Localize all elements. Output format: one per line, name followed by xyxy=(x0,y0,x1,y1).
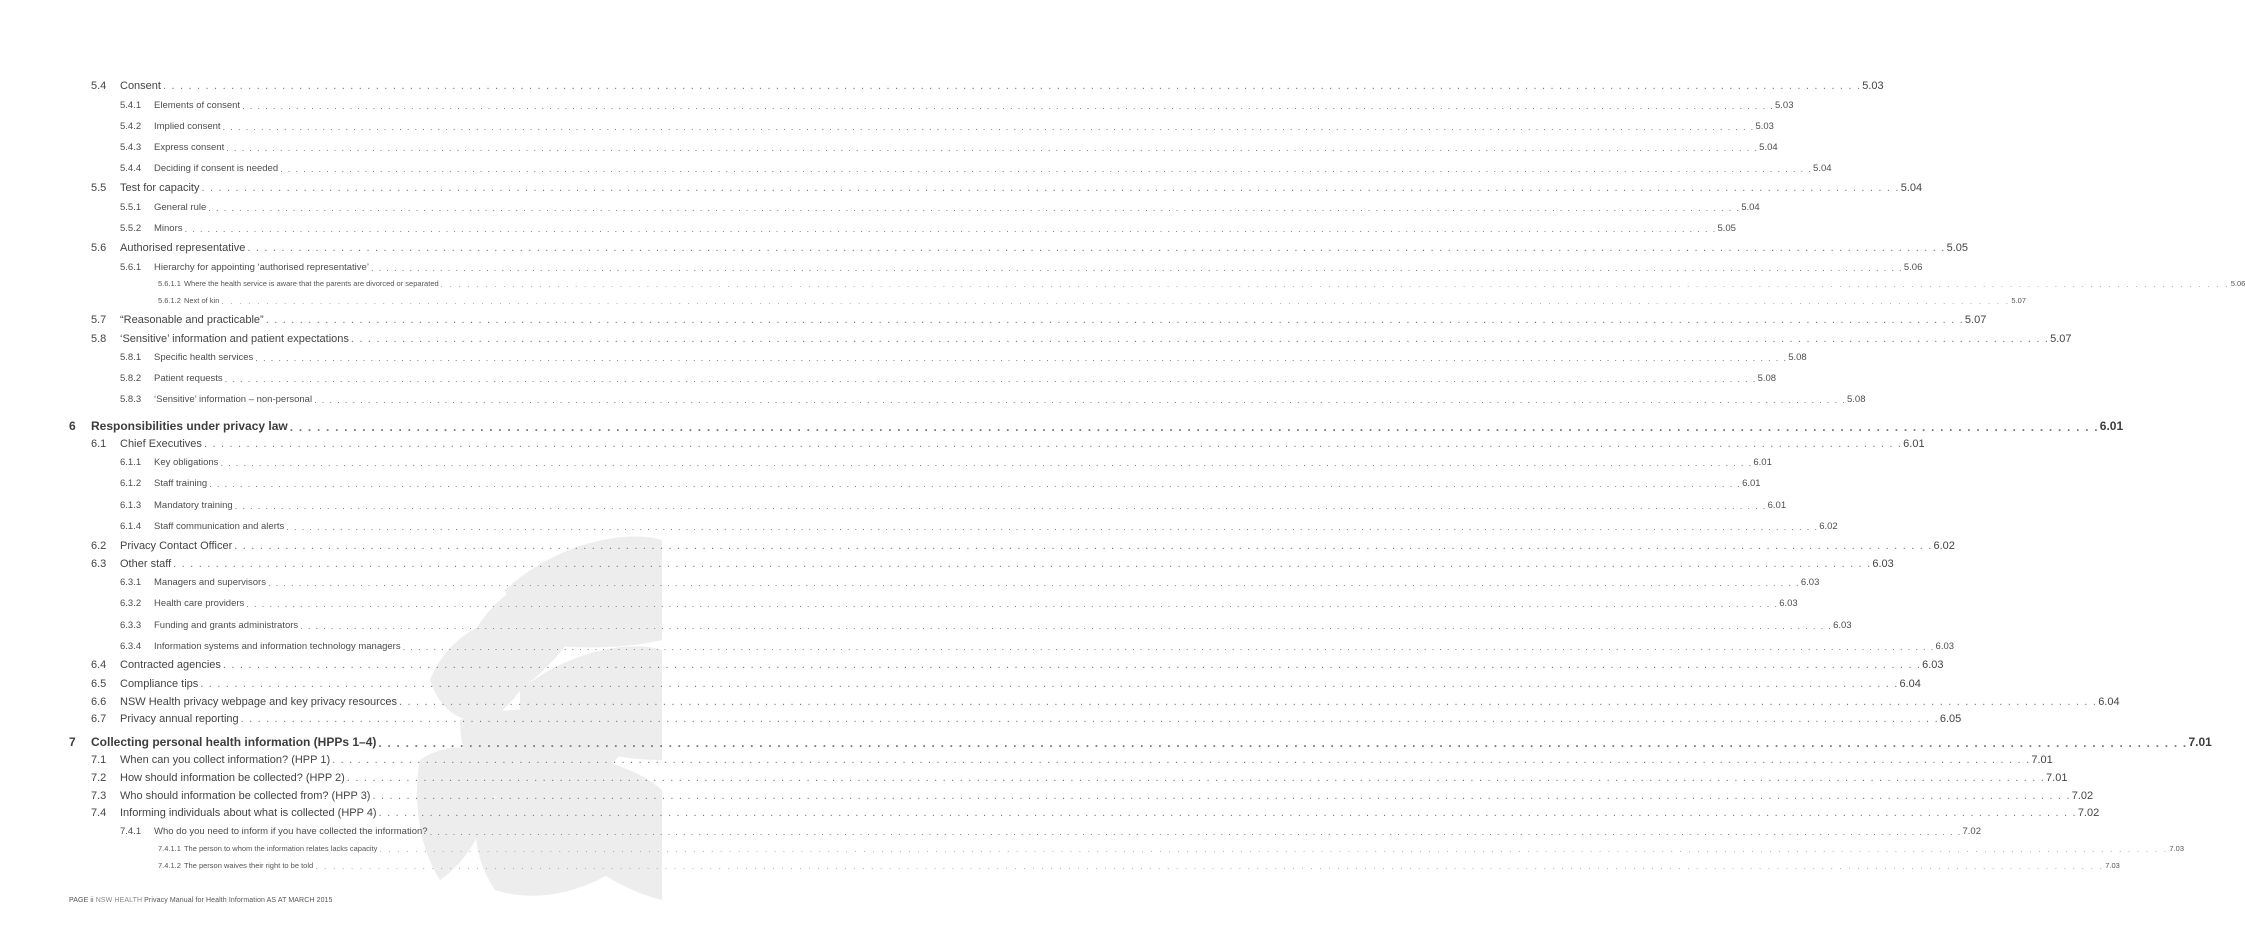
toc-entry-title: Authorised representative xyxy=(120,242,246,254)
toc-entry-page: 6.03 xyxy=(1922,659,1944,671)
toc-entry[interactable] xyxy=(120,620,1852,632)
toc-entry-title: Where the health service is aware that the parents are divorced or separated xyxy=(183,279,439,288)
toc-entry[interactable] xyxy=(91,333,2072,345)
toc-entry-number: 7 xyxy=(69,735,76,749)
toc-entry-number: 5.8 xyxy=(91,333,107,345)
toc-dot-leader: . . . . . . . . . . . . . . . . . . . . . . . . . . . . . . . . . . . . . . . . . . . . . . . . . . . . . . . . . . . . . . . . . . . . . . . . . . . . . . . . . . . . . . . . . . . . . . . . . . . . . . . . . . . . . . . . . . . . . . . . . . . . . . . . . . . . . . . . . . . . . . . . . . . . . . . . . . . . . . . . . . . . . . . . . . . . . . . . . . . . . . . . . . . . . . . . . . . . . . . . xyxy=(246,598,1779,610)
toc-entry-page: 5.07 xyxy=(2050,333,2072,345)
toc-entry-title: Implied consent xyxy=(154,121,221,132)
toc-dot-leader: . . . . . . . . . . . . . . . . . . . . . . . . . . . . . . . . . . . . . . . . . . . . . . . . . . . . . . . . . . . . . . . . . . . . . . . . . . . . . . . . . . . . . . . . . . . . . . . . . . . . . . . . . . . . . . . . . . . . . . . . . . . . . . . . . . . . . . . . . . . . . . . . . . . . . . . . . . . . . . . . . . . . . . . . . . . . . . . . . . . . . . . . . . . . . . . . . . . . . . . . xyxy=(267,577,1800,589)
toc-chapter-entry[interactable] xyxy=(69,419,2124,434)
toc-entry-number: 6.1.2 xyxy=(120,478,142,489)
toc-entry-title: Patient requests xyxy=(154,373,223,384)
toc-entry-title: Collecting personal health information (HPPs 1–4) xyxy=(91,735,377,749)
toc-entry-number: 6 xyxy=(69,419,76,433)
toc-entry-page: 7.01 xyxy=(2188,735,2212,749)
toc-entry-number: 7.4 xyxy=(91,807,107,819)
toc-dot-leader: . . . . . . . . . . . . . . . . . . . . . . . . . . . . . . . . . . . . . . . . . . . . . . . . . . . . . . . . . . . . . . . . . . . . . . . . . . . . . . . . . . . . . . . . . . . . . . . . . . . . . . . . . . . . . . . . . . . . . . . . . . . . . . . . . . . . . . . . . . . . . . . . . . . . . . . . . . . . . . . . . . . . . . . . . . . . . . . . . . . . . . . . . . . . . . . . . . . . . . . . xyxy=(242,100,1774,112)
toc-entry[interactable] xyxy=(91,438,1925,450)
toc-entry-page: 6.01 xyxy=(2099,419,2124,433)
toc-entry[interactable] xyxy=(120,641,1955,653)
toc-entry-number: 6.1.1 xyxy=(120,457,142,468)
toc-entry-page: 5.06 xyxy=(2230,279,2245,288)
toc-entry-title: ‘Sensitive’ information and patient expectations xyxy=(120,333,349,345)
toc-entry[interactable] xyxy=(91,754,2053,766)
toc-entry-page: 6.04 xyxy=(2098,696,2120,708)
toc-entry-page: 5.04 xyxy=(1741,202,1760,213)
toc-dot-leader: . . . . . . . . . . . . . . . . . . . . . . . . . . . . . . . . . . . . . . . . . . . . . . . . . . . . . . . . . . . . . . . . . . . . . . . . . . . . . . . . . . . . . . . . . . . . . . . . . . . . . . . . . . . . . . . . . . . . . . . . . . . . . . . . . . . . . . . . . . . . . . . . . . . . . . . . . . . . . . . . . . . . . . . . . . . . . . . . . . . . . . . . . . . . . . . . . . . . . . . . xyxy=(247,242,1946,254)
toc-entry-number: 5.5 xyxy=(91,182,107,194)
toc-entry-page: 7.03 xyxy=(2105,861,2120,870)
toc-entry-number: 5.8.3 xyxy=(120,394,142,405)
toc-entry-page: 7.01 xyxy=(2031,754,2053,766)
toc-entry-number: 5.5.2 xyxy=(120,223,142,234)
toc-entry-title: Mandatory training xyxy=(154,500,233,511)
toc-dot-leader: . . . . . . . . . . . . . . . . . . . . . . . . . . . . . . . . . . . . . . . . . . . . . . . . . . . . . . . . . . . . . . . . . . . . . . . . . . . . . . . . . . . . . . . . . . . . . . . . . . . . . . . . . . . . . . . . . . . . . . . . . . . . . . . . . . . . . . . . . . . . . . . . . . . . . . . . . . . . . . . . . . . . . . . . . . . . . . . . . . . . . . . . . . . . . . . . . . . . . . . . xyxy=(173,558,1872,570)
toc-entry-page: 5.05 xyxy=(1946,242,1968,254)
toc-entry-number: 5.4.4 xyxy=(120,163,142,174)
toc-entry-title: The person to whom the information relates lacks capacity xyxy=(183,844,378,853)
toc-entry-page: 6.02 xyxy=(1933,540,1955,552)
toc-entry[interactable] xyxy=(120,373,1777,385)
toc-dot-leader: . . . . . . . . . . . . . . . . . . . . . . . . . . . . . . . . . . . . . . . . . . . . . . . . . . . . . . . . . . . . . . . . . . . . . . . . . . . . . . . . . . . . . . . . . . . . . . . . . . . . . . . . . . . . . . . . . . . . . . . . . . . . . . . . . . . . . . . . . . . . . . . . . . . . . . . . . . . . . . . . . . . . . . . . . . . . . . . . . . . . . . . . . . . . . . . . . . . . . . . . xyxy=(332,754,2031,766)
toc-dot-leader: . . . . . . . . . . . . . . . . . . . . . . . . . . . . . . . . . . . . . . . . . . . . . . . . . . . . . . . . . . . . . . . . . . . . . . . . . . . . . . . . . . . . . . . . . . . . . . . . . . . . . . . . . . . . . . . . . . . . . . . . . . . . . . . . . . . . . . . . . . . . . . . . . . . . . . . . . . . . . . . . . . . . . . . . . . . . . . . . . . . . . . . . . . . . . . . . . . . . . . . . xyxy=(402,641,1935,653)
toc-entry-number: 6.1.3 xyxy=(120,500,142,511)
toc-dot-leader: . . . . . . . . . . . . . . . . . . . . . . . . . . . . . . . . . . . . . . . . . . . . . . . . . . . . . . . . . . . . . . . . . . . . . . . . . . . . . . . . . . . . . . . . . . . . . . . . . . . . . . . . . . . . . . . . . . . . . . . . . . . . . . . . . . . . . . . . . . . . . . . . . . . . . . . . . . . . . . . . . . . . . . . . . . . . . . . . . . . . . . . . . . . . . . . . . . . . . . . . xyxy=(203,438,1903,450)
toc-entry[interactable] xyxy=(120,500,1787,512)
toc-entry-page: 5.08 xyxy=(1847,394,1866,405)
toc-entry-page: 6.02 xyxy=(1819,521,1838,532)
toc-dot-leader: . . . . . . . . . . . . . . . . . . . . . . . . . . . . . . . . . . . . . . . . . . . . . . . . . . . . . . . . . . . . . . . . . . . . . . . . . . . . . . . . . . . . . . . . . . . . . . . . . . . . . . . . . . . . . . . . . . . . . . . . . . . . . . . . . . . . . . . . . . . . . . . . . . . . . . . . . . . . . . . . . . . . . . . . . . . . . . . . . . . . . . . . . . . . . . . . . . . . . . . . xyxy=(234,540,1933,552)
toc-entry-page: 6.04 xyxy=(1899,678,1921,690)
toc-entry-number: 5.6 xyxy=(91,242,107,254)
toc-entry[interactable] xyxy=(158,279,2245,289)
toc-entry-title: Informing individuals about what is collected (HPP 4) xyxy=(120,807,377,819)
toc-entry[interactable] xyxy=(91,182,1923,194)
toc-dot-leader: . . . . . . . . . . . . . . . . . . . . . . . . . . . . . . . . . . . . . . . . . . . . . . . . . . . . . . . . . . . . . . . . . . . . . . . . . . . . . . . . . . . . . . . . . . . . . . . . . . . . . . . . . . . . . . . . . . . . . . . . . . . . . . . . . . . . . . . . . . . . . . . . . . . . . . . . . . . . . . . . . . . . . . . . . . . . . . . . . . . . . . . . . . . . . . . . . . . . . . . . xyxy=(240,713,1939,725)
toc-entry-title: Minors xyxy=(154,223,183,234)
toc-entry[interactable] xyxy=(120,598,1798,610)
toc-entry-number: 6.7 xyxy=(91,713,107,725)
toc-entry-title: Hierarchy for appointing ‘authorised representative’ xyxy=(154,262,369,273)
toc-entry-page: 6.01 xyxy=(1753,457,1772,468)
toc-entry-page: 6.05 xyxy=(1939,713,1962,725)
toc-entry-title: General rule xyxy=(154,202,207,213)
toc-entry-page: 5.03 xyxy=(1775,100,1794,111)
footer-brand: NSW HEALTH xyxy=(95,897,143,904)
toc-entry[interactable] xyxy=(91,80,1884,92)
toc-entry-title: Consent xyxy=(120,80,161,92)
toc-entry-page: 5.03 xyxy=(1755,121,1774,132)
toc-entry-title: Elements of consent xyxy=(154,100,241,111)
toc-entry-title: How should information be collected? (HPP 2) xyxy=(120,772,345,784)
toc-entry[interactable] xyxy=(158,844,2184,854)
toc-dot-leader: . . . . . . . . . . . . . . . . . . . . . . . . . . . . . . . . . . . . . . . . . . . . . . . . . . . . . . . . . . . . . . . . . . . . . . . . . . . . . . . . . . . . . . . . . . . . . . . . . . . . . . . . . . . . . . . . . . . . . . . . . . . . . . . . . . . . . . . . . . . . . . . . . . . . . . . . . . . . . . . . . . . . . . . . . . . . . . . . . . . . . . . . . . . . . . . . . . . . . . . . xyxy=(222,121,1755,133)
toc-entry-page: 7.02 xyxy=(2077,807,2100,819)
toc-entry-page: 5.05 xyxy=(1717,223,1736,234)
toc-dot-leader: . . . . . . . . . . . . . . . . . . . . . . . . . . . . . . . . . . . . . . . . . . . . . . . . . . . . . . . . . . . . . . . . . . . . . . . . . . . . . . . . . . . . . . . . . . . . . . . . . . . . . . . . . . . . . . . . . . . . . . . . . . . . . . . . . . . . . . . . . . . . . . . . . . . . . . . . . . . . . . . . . . . . . . . . . . . . . . . . . . . . . . . . . . . . . . . . . . . . . . . . xyxy=(440,279,2230,289)
toc-entry-title: Who do you need to inform if you have collected the information? xyxy=(154,826,428,837)
toc-dot-leader: . . . . . . . . . . . . . . . . . . . . . . . . . . . . . . . . . . . . . . . . . . . . . . . . . . . . . . . . . . . . . . . . . . . . . . . . . . . . . . . . . . . . . . . . . . . . . . . . . . . . . . . . . . . . . . . . . . . . . . . . . . . . . . . . . . . . . . . . . . . . . . . . . . . . . . . . . . . . . . . . . . . . . . . . . . . . . . . . . . . . . . . . . . . . . . . . . . . . . . . . xyxy=(378,736,2188,750)
toc-dot-leader: . . . . . . . . . . . . . . . . . . . . . . . . . . . . . . . . . . . . . . . . . . . . . . . . . . . . . . . . . . . . . . . . . . . . . . . . . . . . . . . . . . . . . . . . . . . . . . . . . . . . . . . . . . . . . . . . . . . . . . . . . . . . . . . . . . . . . . . . . . . . . . . . . . . . . . . . . . . . . . . . . . . . . . . . . . . . . . . . . . . . . . . . . . . . . . . . . . . . . . . . xyxy=(350,333,2050,345)
toc-entry-number: 5.4.3 xyxy=(120,142,142,153)
toc-entry[interactable] xyxy=(158,296,2026,306)
toc-entry-page: 6.03 xyxy=(1935,641,1955,652)
toc-dot-leader: . . . . . . . . . . . . . . . . . . . . . . . . . . . . . . . . . . . . . . . . . . . . . . . . . . . . . . . . . . . . . . . . . . . . . . . . . . . . . . . . . . . . . . . . . . . . . . . . . . . . . . . . . . . . . . . . . . . . . . . . . . . . . . . . . . . . . . . . . . . . . . . . . . . . . . . . . . . . . . . . . . . . . . . . . . . . . . . . . . . . . . . . . . . . . . . . . . . . . . . . xyxy=(265,314,1964,326)
toc-entry-title: Who should information be collected from? (HPP 3) xyxy=(120,790,371,802)
toc-entry-page: 5.07 xyxy=(1964,314,1987,326)
toc-entry[interactable] xyxy=(120,142,1778,154)
toc-entry-number: 6.5 xyxy=(91,678,107,690)
toc-entry[interactable] xyxy=(120,521,1838,533)
toc-entry[interactable] xyxy=(91,772,2068,784)
toc-entry-number: 5.6.1.1 xyxy=(158,279,181,288)
toc-dot-leader: . . . . . . . . . . . . . . . . . . . . . . . . . . . . . . . . . . . . . . . . . . . . . . . . . . . . . . . . . . . . . . . . . . . . . . . . . . . . . . . . . . . . . . . . . . . . . . . . . . . . . . . . . . . . . . . . . . . . . . . . . . . . . . . . . . . . . . . . . . . . . . . . . . . . . . . . . . . . . . . . . . . . . . . . . . . . . . . . . . . . . . . . . . . . . . . . . . . . . . . . xyxy=(222,659,1922,671)
toc-entry-page: 6.03 xyxy=(1800,577,1820,588)
toc-entry[interactable] xyxy=(91,242,1968,254)
toc-entry-title: Express consent xyxy=(154,142,225,153)
toc-entry-page: 5.08 xyxy=(1788,352,1807,363)
toc-entry-page: 6.01 xyxy=(1903,438,1925,450)
toc-entry-title: Compliance tips xyxy=(120,678,199,690)
toc-entry-title: The person waives their right to be told xyxy=(183,861,314,870)
toc-dot-leader: . . . . . . . . . . . . . . . . . . . . . . . . . . . . . . . . . . . . . . . . . . . . . . . . . . . . . . . . . . . . . . . . . . . . . . . . . . . . . . . . . . . . . . . . . . . . . . . . . . . . . . . . . . . . . . . . . . . . . . . . . . . . . . . . . . . . . . . . . . . . . . . . . . . . . . . . . . . . . . . . . . . . . . . . . . . . . . . . . . . . . . . . . . . . . . . . . . . . . . . . xyxy=(221,296,2011,306)
toc-entry-number: 6.3.3 xyxy=(120,620,142,631)
toc-entry-page: 6.03 xyxy=(1833,620,1852,631)
toc-entry[interactable] xyxy=(91,540,1955,552)
toc-dot-leader: . . . . . . . . . . . . . . . . . . . . . . . . . . . . . . . . . . . . . . . . . . . . . . . . . . . . . . . . . . . . . . . . . . . . . . . . . . . . . . . . . . . . . . . . . . . . . . . . . . . . . . . . . . . . . . . . . . . . . . . . . . . . . . . . . . . . . . . . . . . . . . . . . . . . . . . . . . . . . . . . . . . . . . . . . . . . . . . . . . . . . . . . . . . . . . . . . . . . . . . . xyxy=(315,861,2105,871)
toc-dot-leader: . . . . . . . . . . . . . . . . . . . . . . . . . . . . . . . . . . . . . . . . . . . . . . . . . . . . . . . . . . . . . . . . . . . . . . . . . . . . . . . . . . . . . . . . . . . . . . . . . . . . . . . . . . . . . . . . . . . . . . . . . . . . . . . . . . . . . . . . . . . . . . . . . . . . . . . . . . . . . . . . . . . . . . . . . . . . . . . . . . . . . . . . . . . . . . . . . . . . . . . . xyxy=(370,262,1903,274)
toc-entry[interactable] xyxy=(120,202,1760,214)
toc-entry-page: 5.08 xyxy=(1757,373,1777,384)
toc-dot-leader: . . . . . . . . . . . . . . . . . . . . . . . . . . . . . . . . . . . . . . . . . . . . . . . . . . . . . . . . . . . . . . . . . . . . . . . . . . . . . . . . . . . . . . . . . . . . . . . . . . . . . . . . . . . . . . . . . . . . . . . . . . . . . . . . . . . . . . . . . . . . . . . . . . . . . . . . . . . . . . . . . . . . . . . . . . . . . . . . . . . . . . . . . . . . . . . . . . . . . . . . xyxy=(220,457,1753,469)
toc-entry-number: 5.6.1.2 xyxy=(158,296,181,305)
toc-entry-page: 6.03 xyxy=(1872,558,1894,570)
toc-entry-title: Chief Executives xyxy=(120,438,202,450)
toc-entry-page: 7.02 xyxy=(1962,826,1981,837)
footer-doc-title: Privacy Manual for Health Information AS AT MARCH 2015 xyxy=(144,897,333,904)
toc-entry-number: 5.4.1 xyxy=(120,100,142,111)
toc-dot-leader: . . . . . . . . . . . . . . . . . . . . . . . . . . . . . . . . . . . . . . . . . . . . . . . . . . . . . . . . . . . . . . . . . . . . . . . . . . . . . . . . . . . . . . . . . . . . . . . . . . . . . . . . . . . . . . . . . . . . . . . . . . . . . . . . . . . . . . . . . . . . . . . . . . . . . . . . . . . . . . . . . . . . . . . . . . . . . . . . . . . . . . . . . . . . . . . . . . . . . . . . xyxy=(378,807,2077,819)
toc-dot-leader: . . . . . . . . . . . . . . . . . . . . . . . . . . . . . . . . . . . . . . . . . . . . . . . . . . . . . . . . . . . . . . . . . . . . . . . . . . . . . . . . . . . . . . . . . . . . . . . . . . . . . . . . . . . . . . . . . . . . . . . . . . . . . . . . . . . . . . . . . . . . . . . . . . . . . . . . . . . . . . . . . . . . . . . . . . . . . . . . . . . . . . . . . . . . . . . . . . . . . . . . xyxy=(398,696,2098,708)
toc-entry-title: Funding and grants administrators xyxy=(154,620,299,631)
toc-entry[interactable] xyxy=(120,262,1923,274)
toc-dot-leader: . . . . . . . . . . . . . . . . . . . . . . . . . . . . . . . . . . . . . . . . . . . . . . . . . . . . . . . . . . . . . . . . . . . . . . . . . . . . . . . . . . . . . . . . . . . . . . . . . . . . . . . . . . . . . . . . . . . . . . . . . . . . . . . . . . . . . . . . . . . . . . . . . . . . . . . . . . . . . . . . . . . . . . . . . . . . . . . . . . . . . . . . . . . . . . . . . . . . . . . . xyxy=(234,500,1767,512)
toc-entry-title: ‘Sensitive’ information – non-personal xyxy=(154,394,313,405)
toc-entry-page: 7.02 xyxy=(2071,790,2094,802)
toc-entry-title: Health care providers xyxy=(154,598,245,609)
toc-entry[interactable] xyxy=(120,457,1772,469)
toc-entry-number: 6.1 xyxy=(91,438,107,450)
toc-entry-title: Staff training xyxy=(154,478,208,489)
toc-entry-page: 6.03 xyxy=(1779,598,1798,609)
toc-entry-title: “Reasonable and practicable” xyxy=(120,314,264,326)
toc-entry-number: 7.4.1 xyxy=(120,826,142,837)
toc-entry-title: Specific health services xyxy=(154,352,254,363)
toc-entry[interactable] xyxy=(120,223,1736,235)
toc-entry-title: Staff communication and alerts xyxy=(154,521,285,532)
toc-entry-title: Deciding if consent is needed xyxy=(154,163,279,174)
toc-entry-number: 5.4 xyxy=(91,80,107,92)
toc-entry[interactable] xyxy=(120,100,1794,112)
toc-dot-leader: . . . . . . . . . . . . . . . . . . . . . . . . . . . . . . . . . . . . . . . . . . . . . . . . . . . . . . . . . . . . . . . . . . . . . . . . . . . . . . . . . . . . . . . . . . . . . . . . . . . . . . . . . . . . . . . . . . . . . . . . . . . . . . . . . . . . . . . . . . . . . . . . . . . . . . . . . . . . . . . . . . . . . . . . . . . . . . . . . . . . . . . . . . . . . . . . . . . . . . . . xyxy=(162,80,1862,92)
toc-entry-title: NSW Health privacy webpage and key privacy resources xyxy=(120,696,397,708)
toc-dot-leader: . . . . . . . . . . . . . . . . . . . . . . . . . . . . . . . . . . . . . . . . . . . . . . . . . . . . . . . . . . . . . . . . . . . . . . . . . . . . . . . . . . . . . . . . . . . . . . . . . . . . . . . . . . . . . . . . . . . . . . . . . . . . . . . . . . . . . . . . . . . . . . . . . . . . . . . . . . . . . . . . . . . . . . . . . . . . . . . . . . . . . . . . . . . . . . . . . . . . . . . . xyxy=(372,790,2071,802)
toc-entry[interactable] xyxy=(91,678,1921,690)
toc-entry-number: 6.4 xyxy=(91,659,107,671)
toc-entry-title: Other staff xyxy=(120,558,172,570)
toc-entry-number: 5.8.2 xyxy=(120,373,142,384)
toc-entry-title: Test for capacity xyxy=(120,182,200,194)
toc-entry-page: 5.04 xyxy=(1900,182,1923,194)
toc-chapter-entry[interactable] xyxy=(69,735,2212,750)
toc-entry[interactable] xyxy=(120,826,1981,838)
toc-entry[interactable] xyxy=(120,352,1807,364)
toc-entry-page: 6.01 xyxy=(1742,478,1761,489)
toc-dot-leader: . . . . . . . . . . . . . . . . . . . . . . . . . . . . . . . . . . . . . . . . . . . . . . . . . . . . . . . . . . . . . . . . . . . . . . . . . . . . . . . . . . . . . . . . . . . . . . . . . . . . . . . . . . . . . . . . . . . . . . . . . . . . . . . . . . . . . . . . . . . . . . . . . . . . . . . . . . . . . . . . . . . . . . . . . . . . . . . . . . . . . . . . . . . . . . . . . . . . . . . . xyxy=(346,772,2046,784)
toc-entry-page: 5.03 xyxy=(1862,80,1884,92)
toc-dot-leader: . . . . . . . . . . . . . . . . . . . . . . . . . . . . . . . . . . . . . . . . . . . . . . . . . . . . . . . . . . . . . . . . . . . . . . . . . . . . . . . . . . . . . . . . . . . . . . . . . . . . . . . . . . . . . . . . . . . . . . . . . . . . . . . . . . . . . . . . . . . . . . . . . . . . . . . . . . . . . . . . . . . . . . . . . . . . . . . . . . . . . . . . . . . . . . . . . . . . . . . . xyxy=(255,352,1788,364)
toc-dot-leader: . . . . . . . . . . . . . . . . . . . . . . . . . . . . . . . . . . . . . . . . . . . . . . . . . . . . . . . . . . . . . . . . . . . . . . . . . . . . . . . . . . . . . . . . . . . . . . . . . . . . . . . . . . . . . . . . . . . . . . . . . . . . . . . . . . . . . . . . . . . . . . . . . . . . . . . . . . . . . . . . . . . . . . . . . . . . . . . . . . . . . . . . . . . . . . . . . . . . . . . . xyxy=(226,142,1759,154)
toc-entry-page: 5.04 xyxy=(1759,142,1778,153)
toc-entry-number: 5.8.1 xyxy=(120,352,142,363)
toc-entry-page: 5.06 xyxy=(1903,262,1923,273)
toc-entry-number: 6.3.4 xyxy=(120,641,142,652)
toc-entry-number: 6.1.4 xyxy=(120,521,142,532)
toc-entry-page: 7.03 xyxy=(2169,844,2184,853)
toc-entry[interactable] xyxy=(158,861,2120,871)
toc-dot-leader: . . . . . . . . . . . . . . . . . . . . . . . . . . . . . . . . . . . . . . . . . . . . . . . . . . . . . . . . . . . . . . . . . . . . . . . . . . . . . . . . . . . . . . . . . . . . . . . . . . . . . . . . . . . . . . . . . . . . . . . . . . . . . . . . . . . . . . . . . . . . . . . . . . . . . . . . . . . . . . . . . . . . . . . . . . . . . . . . . . . . . . . . . . . . . . . . . . . . . . . . xyxy=(224,373,1757,385)
toc-entry[interactable] xyxy=(91,659,1944,671)
toc-entry-title: Key obligations xyxy=(154,457,219,468)
toc-entry-title: Privacy annual reporting xyxy=(120,713,239,725)
toc-dot-leader: . . . . . . . . . . . . . . . . . . . . . . . . . . . . . . . . . . . . . . . . . . . . . . . . . . . . . . . . . . . . . . . . . . . . . . . . . . . . . . . . . . . . . . . . . . . . . . . . . . . . . . . . . . . . . . . . . . . . . . . . . . . . . . . . . . . . . . . . . . . . . . . . . . . . . . . . . . . . . . . . . . . . . . . . . . . . . . . . . . . . . . . . . . . . . . . . . . . . . . . . xyxy=(300,620,1833,632)
toc-entry[interactable] xyxy=(91,314,1987,326)
toc-entry[interactable] xyxy=(91,558,1894,570)
toc-entry-title: Responsibilities under privacy law xyxy=(91,419,288,433)
toc-entry[interactable] xyxy=(91,696,2120,708)
toc-entry-number: 5.5.1 xyxy=(120,202,142,213)
toc-dot-leader: . . . . . . . . . . . . . . . . . . . . . . . . . . . . . . . . . . . . . . . . . . . . . . . . . . . . . . . . . . . . . . . . . . . . . . . . . . . . . . . . . . . . . . . . . . . . . . . . . . . . . . . . . . . . . . . . . . . . . . . . . . . . . . . . . . . . . . . . . . . . . . . . . . . . . . . . . . . . . . . . . . . . . . . . . . . . . . . . . . . . . . . . . . . . . . . . . . . . . . . . xyxy=(200,678,1899,690)
toc-dot-leader: . . . . . . . . . . . . . . . . . . . . . . . . . . . . . . . . . . . . . . . . . . . . . . . . . . . . . . . . . . . . . . . . . . . . . . . . . . . . . . . . . . . . . . . . . . . . . . . . . . . . . . . . . . . . . . . . . . . . . . . . . . . . . . . . . . . . . . . . . . . . . . . . . . . . . . . . . . . . . . . . . . . . . . . . . . . . . . . . . . . . . . . . . . . . . . . . . . . . . . . . xyxy=(184,223,1717,235)
toc-dot-leader: . . . . . . . . . . . . . . . . . . . . . . . . . . . . . . . . . . . . . . . . . . . . . . . . . . . . . . . . . . . . . . . . . . . . . . . . . . . . . . . . . . . . . . . . . . . . . . . . . . . . . . . . . . . . . . . . . . . . . . . . . . . . . . . . . . . . . . . . . . . . . . . . . . . . . . . . . . . . . . . . . . . . . . . . . . . . . . . . . . . . . . . . . . . . . . . . . . . . . . . . xyxy=(201,182,1900,194)
toc-entry-title: Information systems and information technology managers xyxy=(154,641,401,652)
toc-entry[interactable] xyxy=(120,121,1774,133)
toc-entry-title: Managers and supervisors xyxy=(154,577,266,588)
toc-entry-page: 6.01 xyxy=(1767,500,1787,511)
toc-entry-page: 5.07 xyxy=(2011,296,2026,305)
toc-entry-title: Next of kin xyxy=(183,296,220,305)
toc-entry-page: 7.01 xyxy=(2046,772,2068,784)
toc-entry-number: 6.3 xyxy=(91,558,107,570)
footer-page-label: PAGE ii xyxy=(69,897,94,904)
toc-entry-title: Contracted agencies xyxy=(120,659,221,671)
toc-entry-number: 7.1 xyxy=(91,754,107,766)
toc-entry-number: 6.6 xyxy=(91,696,107,708)
page-footer xyxy=(69,897,333,904)
toc-entry-number: 5.7 xyxy=(91,314,107,326)
toc-dot-leader: . . . . . . . . . . . . . . . . . . . . . . . . . . . . . . . . . . . . . . . . . . . . . . . . . . . . . . . . . . . . . . . . . . . . . . . . . . . . . . . . . . . . . . . . . . . . . . . . . . . . . . . . . . . . . . . . . . . . . . . . . . . . . . . . . . . . . . . . . . . . . . . . . . . . . . . . . . . . . . . . . . . . . . . . . . . . . . . . . . . . . . . . . . . . . . . . . . . . . . . . xyxy=(208,202,1741,214)
toc-entry[interactable] xyxy=(120,478,1761,490)
toc-entry-number: 7.4.1.2 xyxy=(158,861,181,870)
toc-entry-number: 6.2 xyxy=(91,540,107,552)
toc-dot-leader: . . . . . . . . . . . . . . . . . . . . . . . . . . . . . . . . . . . . . . . . . . . . . . . . . . . . . . . . . . . . . . . . . . . . . . . . . . . . . . . . . . . . . . . . . . . . . . . . . . . . . . . . . . . . . . . . . . . . . . . . . . . . . . . . . . . . . . . . . . . . . . . . . . . . . . . . . . . . . . . . . . . . . . . . . . . . . . . . . . . . . . . . . . . . . . . . . . . . . . . . xyxy=(286,521,1819,533)
toc-dot-leader: . . . . . . . . . . . . . . . . . . . . . . . . . . . . . . . . . . . . . . . . . . . . . . . . . . . . . . . . . . . . . . . . . . . . . . . . . . . . . . . . . . . . . . . . . . . . . . . . . . . . . . . . . . . . . . . . . . . . . . . . . . . . . . . . . . . . . . . . . . . . . . . . . . . . . . . . . . . . . . . . . . . . . . . . . . . . . . . . . . . . . . . . . . . . . . . . . . . . . . . . xyxy=(314,394,1846,406)
toc-entry[interactable] xyxy=(91,790,2094,802)
toc-dot-leader: . . . . . . . . . . . . . . . . . . . . . . . . . . . . . . . . . . . . . . . . . . . . . . . . . . . . . . . . . . . . . . . . . . . . . . . . . . . . . . . . . . . . . . . . . . . . . . . . . . . . . . . . . . . . . . . . . . . . . . . . . . . . . . . . . . . . . . . . . . . . . . . . . . . . . . . . . . . . . . . . . . . . . . . . . . . . . . . . . . . . . . . . . . . . . . . . . . . . . . . . xyxy=(429,826,1962,838)
toc-entry-title: When can you collect information? (HPP 1) xyxy=(120,754,331,766)
toc-entry[interactable] xyxy=(91,713,1962,725)
toc-entry-page: 5.04 xyxy=(1813,163,1832,174)
toc-dot-leader: . . . . . . . . . . . . . . . . . . . . . . . . . . . . . . . . . . . . . . . . . . . . . . . . . . . . . . . . . . . . . . . . . . . . . . . . . . . . . . . . . . . . . . . . . . . . . . . . . . . . . . . . . . . . . . . . . . . . . . . . . . . . . . . . . . . . . . . . . . . . . . . . . . . . . . . . . . . . . . . . . . . . . . . . . . . . . . . . . . . . . . . . . . . . . . . . . . . . . . . . xyxy=(280,163,1813,175)
toc-dot-leader: . . . . . . . . . . . . . . . . . . . . . . . . . . . . . . . . . . . . . . . . . . . . . . . . . . . . . . . . . . . . . . . . . . . . . . . . . . . . . . . . . . . . . . . . . . . . . . . . . . . . . . . . . . . . . . . . . . . . . . . . . . . . . . . . . . . . . . . . . . . . . . . . . . . . . . . . . . . . . . . . . . . . . . . . . . . . . . . . . . . . . . . . . . . . . . . . . . . . . . . . xyxy=(209,478,1742,490)
toc-entry-number: 7.4.1.1 xyxy=(158,844,181,853)
toc-entry[interactable] xyxy=(120,394,1866,406)
toc-entry-number: 6.3.1 xyxy=(120,577,142,588)
toc-entry[interactable] xyxy=(91,807,2100,819)
toc-dot-leader: . . . . . . . . . . . . . . . . . . . . . . . . . . . . . . . . . . . . . . . . . . . . . . . . . . . . . . . . . . . . . . . . . . . . . . . . . . . . . . . . . . . . . . . . . . . . . . . . . . . . . . . . . . . . . . . . . . . . . . . . . . . . . . . . . . . . . . . . . . . . . . . . . . . . . . . . . . . . . . . . . . . . . . . . . . . . . . . . . . . . . . . . . . . . . . . . . . . . . . . . xyxy=(379,844,2169,854)
toc-entry[interactable] xyxy=(120,163,1832,175)
toc-entry[interactable] xyxy=(120,577,1820,589)
toc-entry-title: Privacy Contact Officer xyxy=(120,540,233,552)
toc-entry-number: 5.6.1 xyxy=(120,262,142,273)
toc-entry-number: 6.3.2 xyxy=(120,598,142,609)
toc-dot-leader: . . . . . . . . . . . . . . . . . . . . . . . . . . . . . . . . . . . . . . . . . . . . . . . . . . . . . . . . . . . . . . . . . . . . . . . . . . . . . . . . . . . . . . . . . . . . . . . . . . . . . . . . . . . . . . . . . . . . . . . . . . . . . . . . . . . . . . . . . . . . . . . . . . . . . . . . . . . . . . . . . . . . . . . . . . . . . . . . . . . . . . . . . . . . . . . . . . . . . . . . xyxy=(289,420,2099,434)
toc-entry-number: 7.3 xyxy=(91,790,107,802)
toc-entry-number: 7.2 xyxy=(91,772,107,784)
toc-entry-number: 5.4.2 xyxy=(120,121,142,132)
